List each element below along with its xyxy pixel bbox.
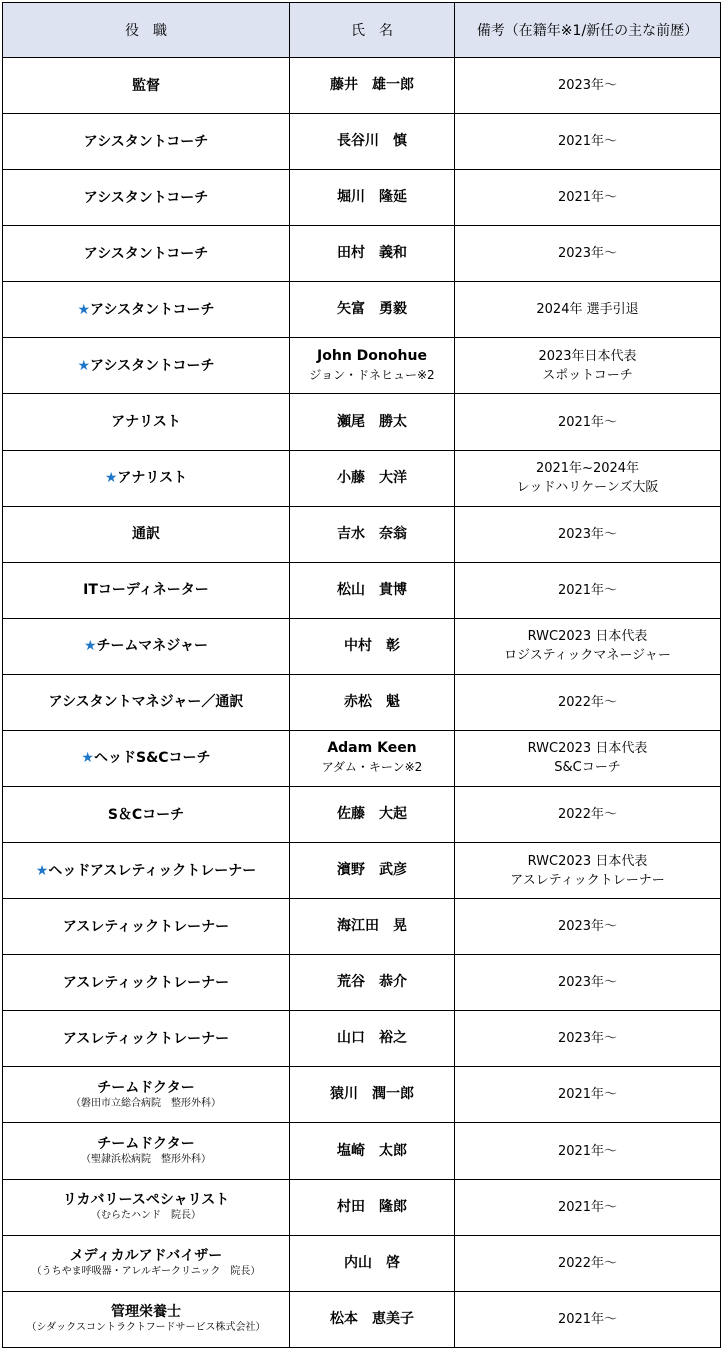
- note-line: 2022年～: [557, 1255, 618, 1271]
- role-label: [7, 77, 285, 95]
- role-cell: [3, 674, 290, 730]
- role-cell: [3, 114, 290, 170]
- role-label: [7, 918, 285, 936]
- role-text: ITコーディネーター: [83, 582, 209, 599]
- role-cell: [3, 1011, 290, 1067]
- role-label: [7, 693, 285, 711]
- name-cell: [290, 843, 455, 899]
- role-label: [7, 1030, 285, 1048]
- person-name: 松本 恵美子: [330, 1310, 414, 1327]
- role-text: アシスタントコーチ: [83, 133, 209, 150]
- table-row: [3, 394, 721, 450]
- role-text: 管理栄養士: [111, 1304, 181, 1321]
- role-cell: [3, 58, 290, 114]
- role-label: [7, 1247, 285, 1265]
- role-text: アシスタントコーチ: [90, 301, 215, 318]
- name-cell: [290, 1179, 455, 1235]
- name-cell: [290, 899, 455, 955]
- table-row: [3, 1067, 721, 1123]
- name-cell: [290, 1291, 455, 1347]
- note-line: 2023年日本代表: [538, 348, 637, 364]
- person-name: 矢富 勇毅: [337, 301, 407, 318]
- note-cell: [455, 1235, 721, 1291]
- role-label: [7, 245, 285, 263]
- role-text: アシスタントコーチ: [90, 357, 215, 374]
- person-name: 瀬尾 勝太: [337, 413, 407, 430]
- role-cell: [3, 282, 290, 338]
- role-text: アナリスト: [117, 470, 188, 487]
- name-cell: [290, 787, 455, 843]
- person-name: 佐藤 大起: [337, 806, 407, 823]
- name-cell: [290, 730, 455, 786]
- role-cell: [3, 618, 290, 674]
- person-name: 村田 隆郎: [337, 1198, 407, 1215]
- role-label: [7, 581, 285, 599]
- table-row: [3, 226, 721, 282]
- role-cell: [3, 394, 290, 450]
- note-line: 2023年～: [557, 975, 618, 991]
- role-label: [7, 749, 285, 767]
- note-cell: [455, 114, 721, 170]
- person-name: 堀川 隆延: [337, 189, 407, 206]
- star-icon: ★: [81, 750, 94, 767]
- note-line: 2022年～: [557, 807, 618, 823]
- name-cell: [290, 1235, 455, 1291]
- role-affiliation: （磐田市立総合病院 整形外科）: [71, 1097, 221, 1109]
- person-name: 内山 啓: [344, 1254, 400, 1271]
- role-text: アスレティックトレーナー: [62, 974, 230, 991]
- note-line: アスレティックトレーナー: [510, 872, 665, 888]
- note-line: RWC2023 日本代表: [527, 741, 648, 757]
- role-label: [7, 1303, 285, 1321]
- table-row: [3, 170, 721, 226]
- role-text: チームドクター: [97, 1136, 195, 1153]
- role-label: [7, 525, 285, 543]
- role-cell: [3, 730, 290, 786]
- table-row: [3, 1179, 721, 1235]
- note-cell: [455, 170, 721, 226]
- note-cell: [455, 1067, 721, 1123]
- note-line: 2021年～: [557, 1143, 618, 1159]
- role-cell: [3, 787, 290, 843]
- person-name: 松山 貴博: [337, 581, 407, 598]
- person-name: 海江田 晃: [337, 918, 407, 935]
- role-label: [7, 862, 285, 880]
- note-line: 2021年～: [557, 1087, 618, 1103]
- table-row: [3, 674, 721, 730]
- role-text: アスレティックトレーナー: [62, 918, 230, 935]
- note-cell: [455, 1179, 721, 1235]
- name-cell: [290, 394, 455, 450]
- role-text: ヘッドアスレティックトレーナー: [48, 862, 257, 879]
- name-cell: [290, 226, 455, 282]
- table-row: [3, 618, 721, 674]
- staff-table: [2, 2, 721, 1348]
- note-line: 2021年~2024年: [535, 461, 640, 477]
- role-label: [7, 133, 285, 151]
- role-label: [7, 1191, 285, 1209]
- role-label: [7, 301, 285, 319]
- note-cell: [455, 562, 721, 618]
- note-cell: [455, 58, 721, 114]
- role-label: [7, 974, 285, 992]
- role-text: アシスタントコーチ: [83, 189, 209, 206]
- name-cell: [290, 1123, 455, 1179]
- note-line: 2023年～: [557, 78, 618, 94]
- table-row: [3, 506, 721, 562]
- table-row: [3, 1291, 721, 1347]
- role-text: メディカルアドバイザー: [69, 1248, 223, 1265]
- note-cell: [455, 506, 721, 562]
- note-cell: [455, 899, 721, 955]
- person-name: John Donohue: [317, 347, 427, 364]
- table-row: [3, 730, 721, 786]
- role-label: [7, 413, 285, 431]
- star-icon: ★: [104, 470, 118, 487]
- note-cell: [455, 955, 721, 1011]
- note-line: 2021年～: [557, 190, 618, 206]
- person-name: 吉水 奈翁: [337, 525, 407, 542]
- role-cell: [3, 1235, 290, 1291]
- role-cell: [3, 843, 290, 899]
- person-name: 中村 彰: [344, 637, 400, 654]
- note-cell: [455, 730, 721, 786]
- table-row: [3, 562, 721, 618]
- note-cell: [455, 618, 721, 674]
- person-name: 長谷川 慎: [337, 133, 407, 150]
- name-cell: [290, 506, 455, 562]
- role-text: ヘッドS&Cコーチ: [93, 750, 211, 767]
- star-icon: ★: [35, 862, 49, 879]
- role-text: アシスタントコーチ: [83, 245, 209, 262]
- name-cell: [290, 450, 455, 506]
- note-line: 2024年 選手引退: [536, 302, 639, 318]
- person-name: 小藤 大洋: [337, 469, 407, 486]
- note-line: 2023年～: [557, 246, 618, 262]
- person-name: 赤松 魁: [344, 693, 400, 710]
- name-cell: [290, 674, 455, 730]
- person-name: 荒谷 恭介: [337, 974, 407, 991]
- role-cell: [3, 1123, 290, 1179]
- role-label: [7, 1079, 285, 1097]
- role-cell: [3, 1291, 290, 1347]
- role-text: チームマネジャー: [96, 638, 208, 655]
- table-row: [3, 450, 721, 506]
- role-cell: [3, 338, 290, 394]
- role-affiliation: （シダックスコントラクトフードサービス株式会社）: [26, 1322, 266, 1334]
- table-row: [3, 1011, 721, 1067]
- note-line: スポットコーチ: [542, 367, 633, 383]
- person-name-katakana: アダム・キーン※2: [321, 760, 423, 775]
- star-icon: ★: [77, 301, 91, 318]
- name-cell: [290, 1011, 455, 1067]
- role-cell: [3, 955, 290, 1011]
- role-cell: [3, 450, 290, 506]
- note-cell: [455, 843, 721, 899]
- note-cell: [455, 226, 721, 282]
- person-name-katakana: ジョン・ドネヒュー※2: [309, 367, 435, 382]
- note-cell: [455, 450, 721, 506]
- note-cell: [455, 1291, 721, 1347]
- table-row: [3, 58, 721, 114]
- role-affiliation: （うちやま呼吸器・アレルギークリニック 院長）: [31, 1266, 261, 1278]
- role-cell: [3, 506, 290, 562]
- note-line: 2021年～: [557, 1311, 618, 1327]
- role-label: [7, 1135, 285, 1153]
- person-name: 山口 裕之: [337, 1030, 407, 1047]
- role-text: 通訳: [132, 526, 160, 543]
- note-cell: [455, 674, 721, 730]
- table-row: [3, 1123, 721, 1179]
- role-cell: [3, 170, 290, 226]
- note-cell: [455, 1123, 721, 1179]
- note-cell: [455, 787, 721, 843]
- role-text: S＆Cコーチ: [107, 806, 185, 823]
- role-cell: [3, 899, 290, 955]
- note-line: 2023年～: [557, 919, 618, 935]
- table-row: [3, 338, 721, 394]
- table-row: [3, 114, 721, 170]
- header-row: [3, 3, 721, 58]
- role-affiliation: （むらたハンド 院長）: [91, 1210, 201, 1222]
- star-icon: ★: [77, 357, 91, 374]
- role-label: [7, 637, 285, 655]
- table-body: [3, 58, 721, 1348]
- role-cell: [3, 562, 290, 618]
- role-text: リカバリースペシャリスト: [62, 1192, 230, 1209]
- person-name: 田村 義和: [337, 245, 407, 262]
- name-cell: [290, 114, 455, 170]
- table-row: [3, 843, 721, 899]
- note-line: レッドハリケーンズ大阪: [516, 480, 659, 496]
- header-note: 備考（在籍年※1/新任の主な前歴）: [455, 3, 721, 58]
- table-row: [3, 899, 721, 955]
- note-line: RWC2023 日本代表: [527, 629, 648, 645]
- person-name: 濱野 武彦: [337, 862, 407, 879]
- role-text: アスレティックトレーナー: [62, 1030, 230, 1047]
- note-line: 2023年～: [557, 1031, 618, 1047]
- note-line: 2021年～: [557, 134, 618, 150]
- person-name: Adam Keen: [327, 740, 417, 757]
- note-line: ロジスティックマネージャー: [504, 648, 671, 664]
- header-role: 役 職: [3, 3, 290, 58]
- person-name: 藤井 雄一郎: [330, 77, 414, 94]
- star-icon: ★: [83, 638, 97, 655]
- note-line: 2023年～: [557, 526, 618, 542]
- note-line: RWC2023 日本代表: [527, 853, 648, 869]
- role-label: [7, 469, 285, 487]
- role-affiliation: （聖隷浜松病院 整形外科）: [81, 1154, 211, 1166]
- note-cell: [455, 338, 721, 394]
- note-line: 2021年～: [557, 582, 618, 598]
- role-label: [7, 806, 285, 824]
- note-cell: [455, 394, 721, 450]
- note-line: S&Cコーチ: [554, 760, 621, 776]
- name-cell: [290, 1067, 455, 1123]
- person-name: 塩崎 太郎: [337, 1142, 407, 1159]
- role-cell: [3, 1179, 290, 1235]
- note-line: 2022年～: [557, 694, 618, 710]
- table-row: [3, 787, 721, 843]
- table-row: [3, 282, 721, 338]
- role-cell: [3, 1067, 290, 1123]
- role-text: チームドクター: [97, 1079, 195, 1096]
- role-text: アナリスト: [111, 414, 181, 430]
- note-line: 2021年～: [557, 1199, 618, 1215]
- role-text: 監督: [132, 77, 160, 94]
- name-cell: [290, 58, 455, 114]
- note-cell: [455, 1011, 721, 1067]
- table-row: [3, 955, 721, 1011]
- note-line: 2021年～: [557, 414, 618, 430]
- name-cell: [290, 955, 455, 1011]
- role-label: [7, 189, 285, 207]
- person-name: 猿川 潤一郎: [330, 1086, 414, 1103]
- note-cell: [455, 282, 721, 338]
- name-cell: [290, 282, 455, 338]
- name-cell: [290, 618, 455, 674]
- name-cell: [290, 562, 455, 618]
- role-text: アシスタントマネジャー／通訳: [48, 694, 244, 711]
- name-cell: [290, 338, 455, 394]
- role-label: [7, 357, 285, 375]
- table-row: [3, 1235, 721, 1291]
- header-name: 氏 名: [290, 3, 455, 58]
- name-cell: [290, 170, 455, 226]
- role-cell: [3, 226, 290, 282]
